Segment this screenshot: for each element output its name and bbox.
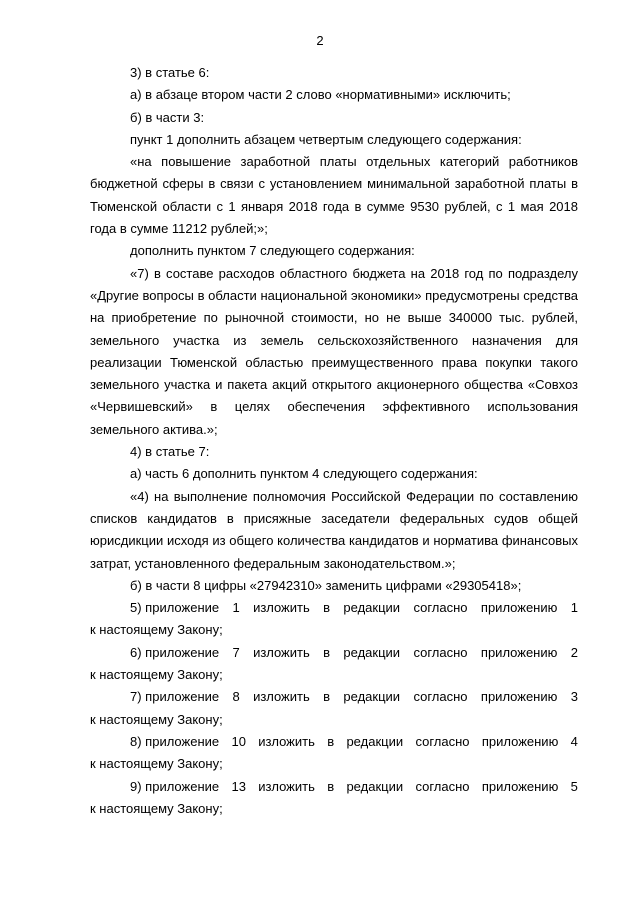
word: в [323,689,331,705]
word: приложению [481,778,559,794]
word: редакции [343,689,401,705]
paragraph: «на повышение заработной платы отдельных категорий работников бюджетной сферы в связи с установлением минимальной заработной платы в Тюменской области с 1 января 2018 года в сумме 9530 рублей, с 1 мая 2018 года в сумме 11212 рублей;»; [90,154,578,237]
paragraph: «4) на выполнение полномочия Российской Федерации по составлению списков кандидатов в присяжные заседатели федеральных судов общей юрисдикции исходя из общего количества кандидатов и норматива финансовых затрат, установленного федеральным законодательством.»; [90,488,578,571]
appendix-item [90,597,578,642]
appendix-item-continuation: к настоящему Закону; [90,800,223,816]
word: в [327,778,335,794]
appendix-item-line [90,731,578,753]
word: приложению [480,689,558,705]
paragraph: а) часть 6 дополнить пунктом 4 следующего содержания: [130,466,478,482]
word: изложить [258,778,315,794]
word: изложить [253,644,310,660]
appendix-item-continuation: к настоящему Закону; [90,667,223,683]
word: в [323,644,331,660]
word: 1 [232,600,240,616]
appendix-item [90,686,578,731]
word: приложению [481,733,559,749]
appendix-item-line [90,597,578,619]
appendix-item-continuation: к настоящему Закону; [90,711,223,727]
word: согласно [415,733,470,749]
word: 4 [570,733,578,749]
word: редакции [346,778,404,794]
paragraph: б) в части 3: [130,109,205,125]
appendix-item [90,731,578,776]
paragraph: 4) в статье 7: [130,444,210,460]
word: изложить [253,600,310,616]
word: 2 [570,644,578,660]
word: приложению [480,644,558,660]
word: согласно [413,600,468,616]
word: в [323,600,331,616]
word: в [327,733,335,749]
word: редакции [343,600,401,616]
word: 6) приложение [130,644,220,660]
word: 5) приложение [130,600,220,616]
word: изложить [253,689,310,705]
paragraph: дополнить пунктом 7 следующего содержания: [130,243,415,259]
word: изложить [258,733,315,749]
appendix-item [90,776,578,821]
document-body [90,62,578,820]
word: редакции [346,733,404,749]
appendix-item-continuation: к настоящему Закону; [90,622,223,638]
page-number: 2 [316,33,324,48]
appendix-item-line [90,776,578,798]
paragraph: б) в части 8 цифры «27942310» заменить цифрами «29305418»; [130,577,522,593]
word: приложению [480,600,558,616]
word: 5 [570,778,578,794]
appendix-item-continuation: к настоящему Закону; [90,756,223,772]
word: редакции [343,644,401,660]
word: 7 [232,644,240,660]
appendix-item [90,642,578,687]
paragraph: 3) в статье 6: [130,65,210,80]
word: 13 [231,778,246,794]
word: согласно [415,778,470,794]
paragraph: а) в абзаце втором части 2 слово «нормативными» исключить; [130,87,511,103]
word: согласно [413,644,468,660]
word: 8 [232,689,240,705]
word: 10 [231,733,246,749]
appendix-item-line [90,686,578,708]
word: 3 [570,689,578,705]
word: 8) приложение [130,733,220,749]
word: согласно [413,689,468,705]
appendix-item-line [90,642,578,664]
paragraph: «7) в составе расходов областного бюджета на 2018 год по подразделу «Другие вопросы в области национальной экономики» предусмотрены средства на приобретение по рыночной стоимости, но не выше 340000 тыс. рублей, земельного участка из земель сельскохозяйственного назначения для реализации Тюменской областью преимущественного права покупки такого земельного участка и пакета акций открытого акционерного общества «Совхоз «Червишевский» в целях обеспечения эффективного использования земельного актива.»; [90,265,578,437]
word: 7) приложение [130,689,220,705]
word: 1 [570,600,578,616]
word: 9) приложение [130,778,220,794]
paragraph: пункт 1 дополнить абзацем четвертым следующего содержания: [130,131,522,147]
